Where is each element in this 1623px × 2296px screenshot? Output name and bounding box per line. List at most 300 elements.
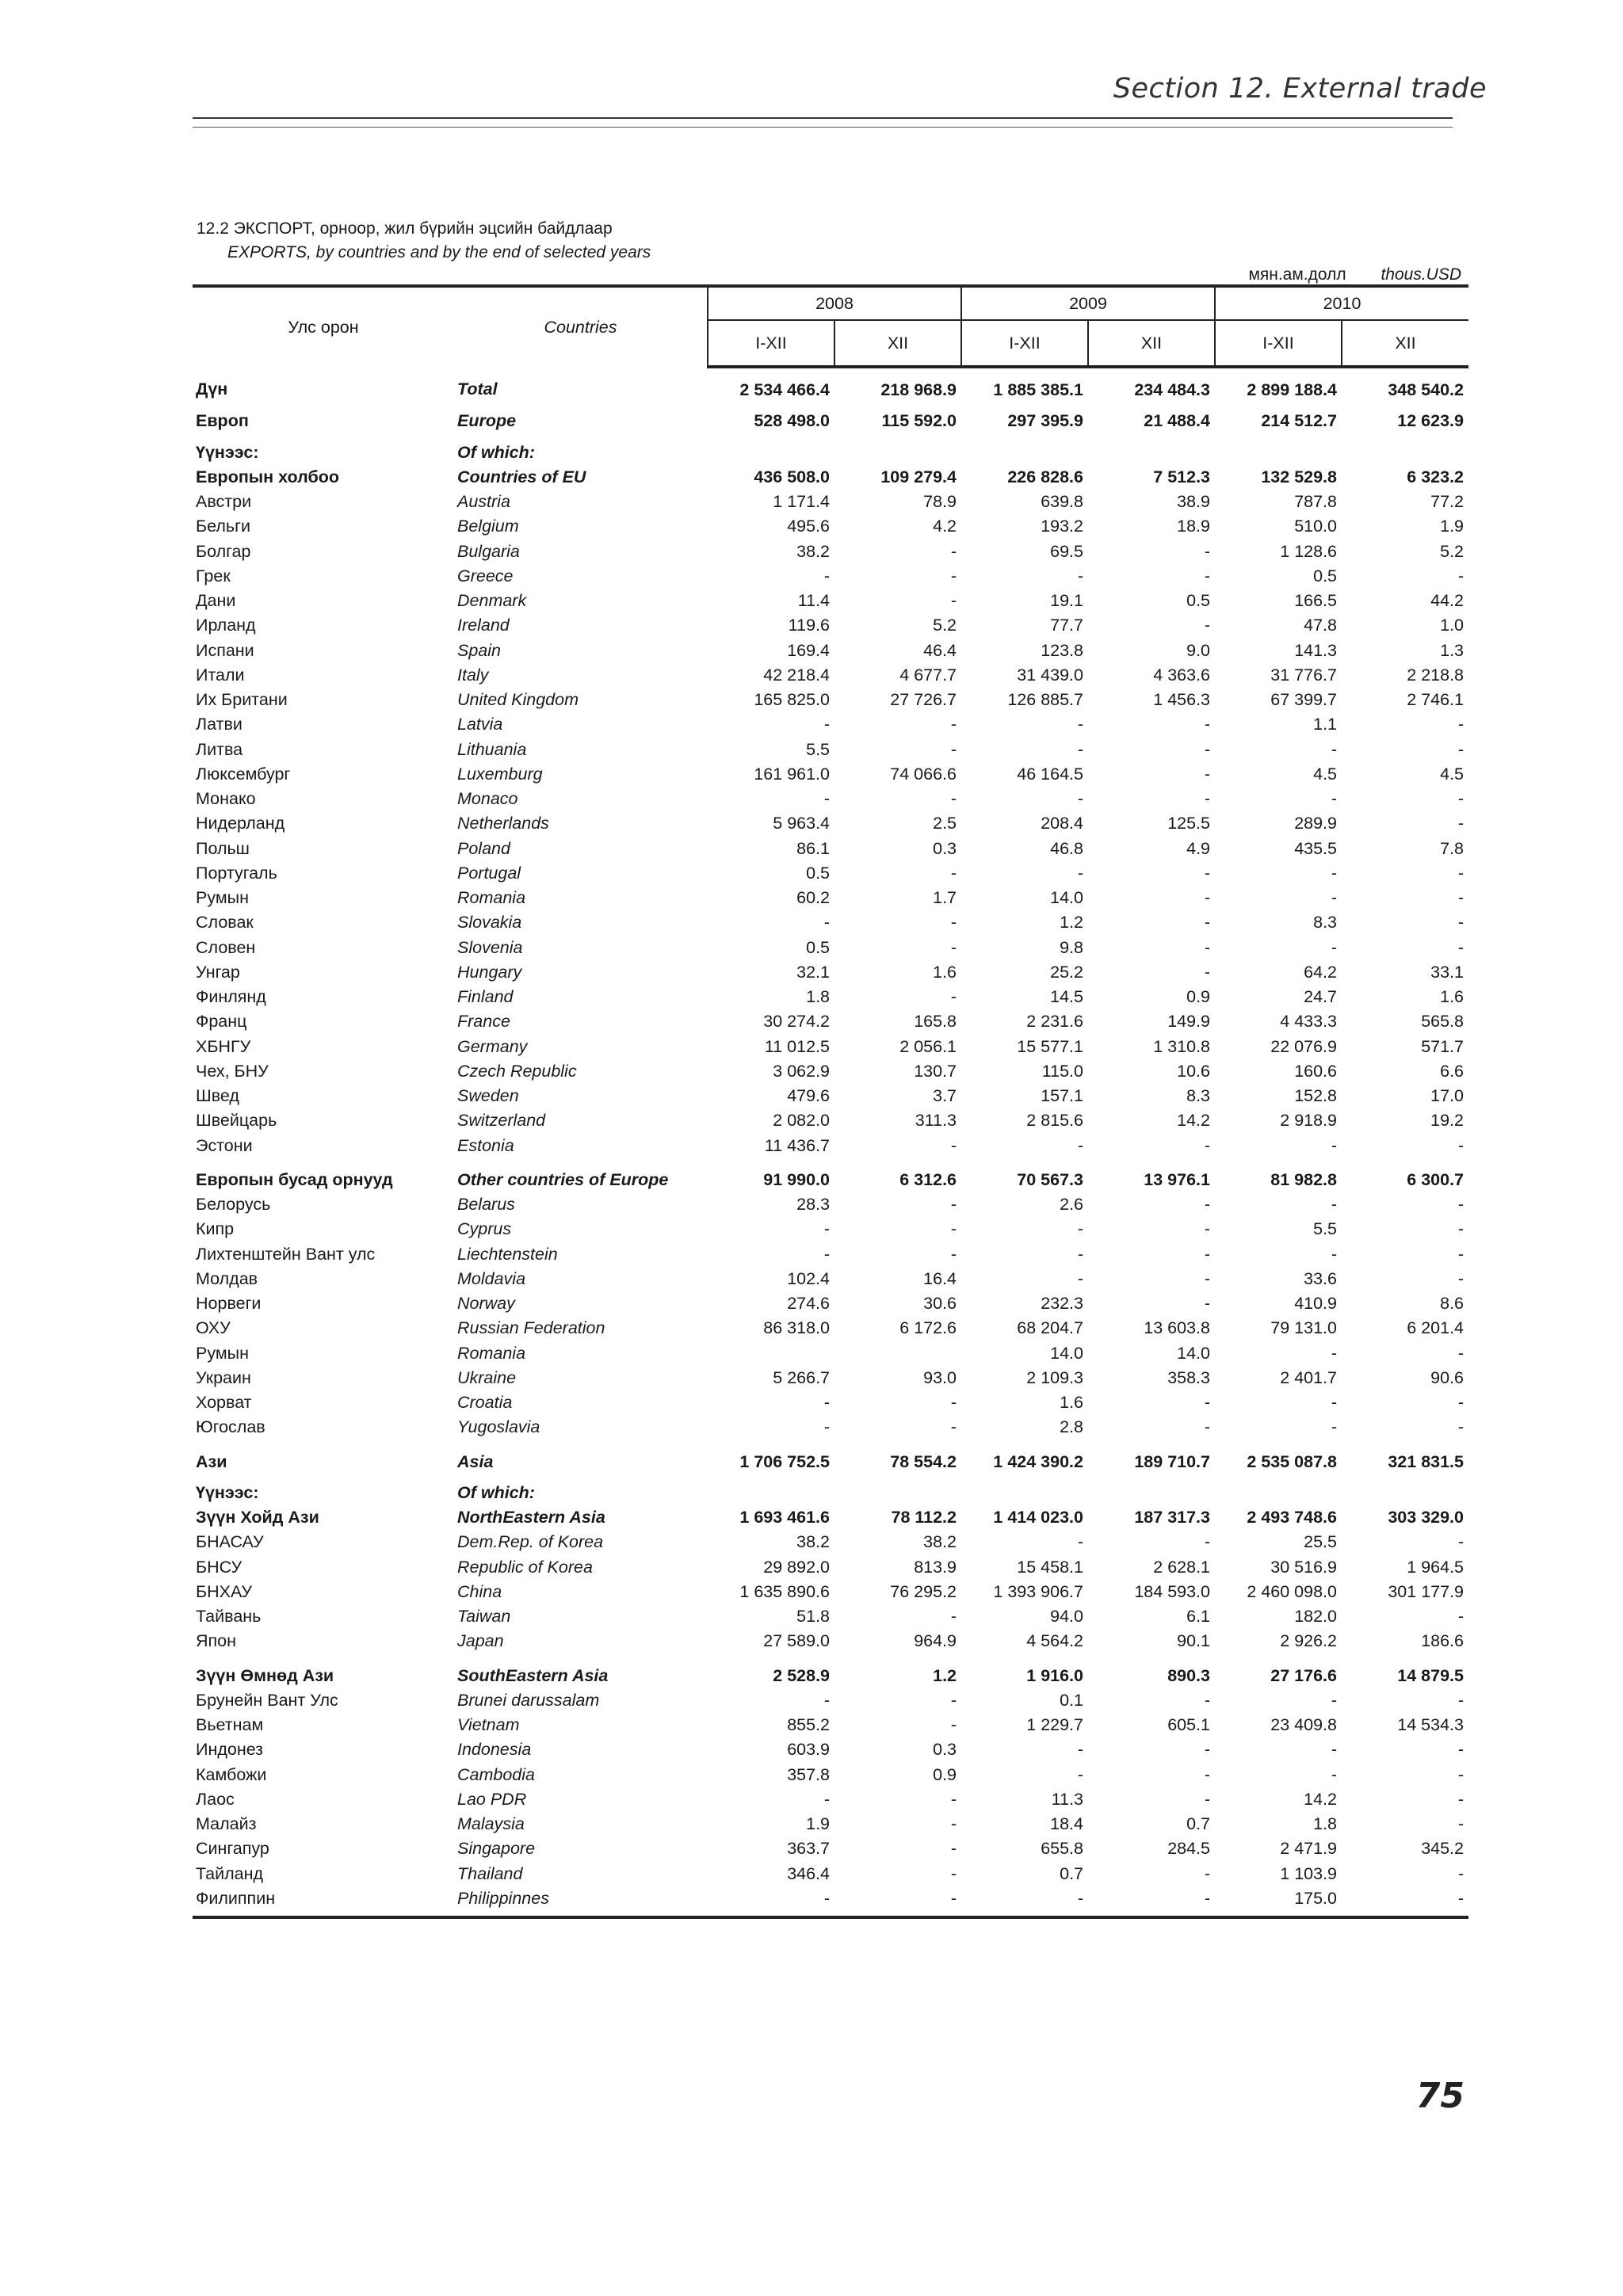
value-cell: 234 484.3 — [1134, 380, 1210, 400]
value-cell: 78 112.2 — [891, 1508, 957, 1527]
value-cell: 289.9 — [1294, 814, 1337, 833]
country-name-en: Dem.Rep. of Korea — [457, 1532, 604, 1552]
country-name-mn: Брунейн Вант Улс — [196, 1690, 338, 1710]
value-cell: 603.9 — [787, 1740, 830, 1760]
value-cell: - — [708, 1886, 834, 1917]
value-cell: - — [823, 566, 830, 585]
period-header: I-XII — [708, 320, 834, 367]
value-cell: 1.6 — [1060, 1393, 1083, 1413]
value-cell: 6 323.2 — [1407, 467, 1464, 486]
table-row — [193, 1763, 1468, 1787]
value-cell: 125.5 — [1167, 814, 1210, 833]
country-name-en: Czech Republic — [457, 1061, 577, 1081]
value-cell: 86 318.0 — [763, 1318, 830, 1338]
value-cell: 435.5 — [1294, 838, 1337, 858]
country-name-mn: Латви — [196, 715, 242, 734]
country-name-en: Sweden — [457, 1086, 519, 1106]
value-cell: 38.2 — [796, 1532, 830, 1552]
value-cell: 46 164.5 — [1017, 764, 1083, 784]
country-name-mn: Малайз — [196, 1814, 257, 1834]
country-name-en: Of which: — [457, 442, 535, 462]
value-cell: 17.0 — [1430, 1086, 1464, 1106]
country-name-en: Lithuania — [457, 739, 527, 759]
value-cell: 3.7 — [933, 1086, 957, 1106]
country-name-en: Slovakia — [457, 913, 522, 933]
country-name-mn: Эстони — [196, 1135, 253, 1155]
value-cell: 10.6 — [1177, 1061, 1210, 1081]
value-cell: 1 103.9 — [1280, 1863, 1337, 1883]
value-cell: 5.2 — [933, 616, 957, 635]
value-cell: 9.8 — [1060, 937, 1083, 957]
value-cell: - — [1077, 739, 1083, 759]
value-cell: - — [1457, 1740, 1464, 1760]
value-cell: 2 401.7 — [1280, 1367, 1337, 1387]
table-row — [193, 1267, 1468, 1291]
value-cell: 31 776.7 — [1270, 665, 1337, 685]
table-row — [193, 960, 1468, 985]
table-row — [193, 1812, 1468, 1836]
value-cell: 2 082.0 — [773, 1111, 830, 1131]
value-cell: 67 399.7 — [1270, 690, 1337, 710]
table-row — [193, 712, 1468, 737]
value-cell: - — [1077, 715, 1083, 734]
value-cell: - — [1204, 888, 1210, 908]
value-cell: 2 535 087.8 — [1247, 1451, 1337, 1471]
value-cell: 157.1 — [1041, 1086, 1083, 1106]
country-name-en: Thailand — [457, 1863, 523, 1883]
value-cell: 2.5 — [933, 814, 957, 833]
value-cell: - — [1077, 1740, 1083, 1760]
table-row — [193, 1654, 1468, 1688]
table-row — [193, 639, 1468, 663]
country-name-en: Romania — [457, 1343, 526, 1363]
value-cell: - — [1457, 739, 1464, 759]
value-cell: 13 976.1 — [1144, 1169, 1210, 1189]
value-cell: 2 109.3 — [1026, 1367, 1083, 1387]
value-cell: 30.6 — [923, 1294, 957, 1314]
country-name-mn: БНХАУ — [196, 1581, 253, 1601]
country-name-en: Hungary — [457, 962, 522, 982]
value-cell: - — [950, 715, 957, 734]
value-cell: 130.7 — [914, 1061, 957, 1081]
value-cell: 4 677.7 — [899, 665, 957, 685]
table-row — [193, 910, 1468, 935]
value-cell: 1 693 461.6 — [739, 1508, 830, 1527]
value-cell: - — [1457, 863, 1464, 883]
value-cell: - — [1457, 1393, 1464, 1413]
value-cell: 0.7 — [1186, 1814, 1210, 1834]
country-name-mn: ОХУ — [196, 1318, 231, 1338]
value-cell: 4 363.6 — [1153, 665, 1210, 685]
value-cell: 565.8 — [1421, 1012, 1464, 1032]
value-cell: 284.5 — [1167, 1839, 1210, 1859]
value-cell — [834, 1474, 961, 1505]
value-cell: 301 177.9 — [1388, 1581, 1464, 1601]
value-cell: - — [1331, 888, 1337, 908]
country-name-en: Malaysia — [457, 1814, 525, 1834]
table-row — [193, 1291, 1468, 1316]
value-cell: 436 508.0 — [754, 467, 830, 486]
value-cell: - — [1204, 764, 1210, 784]
value-cell: 152.8 — [1294, 1086, 1337, 1106]
value-cell: - — [1331, 789, 1337, 809]
value-cell: - — [1204, 1244, 1210, 1264]
value-cell: 119.6 — [788, 616, 830, 635]
table-row — [193, 402, 1468, 433]
country-name-en: Liechtenstein — [457, 1244, 558, 1264]
value-cell: 1.3 — [1440, 640, 1464, 660]
country-name-mn: Үүнээс: — [196, 442, 259, 462]
value-cell: - — [1204, 1393, 1210, 1413]
value-cell: - — [823, 1219, 830, 1239]
value-cell: - — [823, 1417, 830, 1437]
country-name-mn: Швед — [196, 1086, 239, 1106]
value-cell: 187 317.3 — [1134, 1508, 1210, 1527]
country-name-en: Other countries of Europe — [457, 1169, 669, 1189]
value-cell: 0.5 — [806, 863, 830, 883]
value-cell: - — [950, 913, 957, 933]
value-cell: 14 534.3 — [1397, 1715, 1464, 1735]
table-row — [193, 540, 1468, 564]
value-cell: 6 172.6 — [899, 1318, 957, 1338]
value-cell: - — [1457, 888, 1464, 908]
country-name-en: Cyprus — [457, 1219, 512, 1239]
value-cell: - — [834, 1886, 961, 1917]
value-cell: 25.5 — [1304, 1532, 1337, 1552]
value-cell: 4.9 — [1186, 838, 1210, 858]
value-cell: - — [950, 541, 957, 561]
value-cell: 2.8 — [1060, 1417, 1083, 1437]
value-cell: 165 825.0 — [754, 690, 830, 710]
country-name-en: Croatia — [457, 1393, 513, 1413]
value-cell: 22 076.9 — [1270, 1036, 1337, 1056]
value-cell: - — [1457, 1863, 1464, 1883]
value-cell: - — [950, 1814, 957, 1834]
country-name-en: Romania — [457, 888, 526, 908]
value-cell: - — [1204, 1690, 1210, 1710]
value-cell: - — [1204, 1740, 1210, 1760]
value-cell: 46.8 — [1050, 838, 1083, 858]
value-cell — [961, 1474, 1088, 1505]
value-cell: 11.4 — [797, 591, 830, 611]
value-cell: - — [1204, 1863, 1210, 1883]
value-cell: - — [1457, 1814, 1464, 1834]
table-row — [193, 1604, 1468, 1629]
value-cell: 964.9 — [914, 1631, 957, 1651]
value-cell: 8.6 — [1440, 1294, 1464, 1314]
value-cell: 1.8 — [806, 987, 830, 1007]
value-cell: 3 062.9 — [773, 1061, 830, 1081]
value-cell: 2 746.1 — [1407, 690, 1464, 710]
value-cell: 182.0 — [1294, 1607, 1337, 1627]
value-cell: 4.2 — [933, 517, 957, 536]
country-name-mn: Люксембург — [196, 764, 291, 784]
country-name-en: Latvia — [457, 715, 503, 734]
value-cell: 23 409.8 — [1270, 1715, 1337, 1735]
country-name-en: Asia — [457, 1451, 494, 1471]
country-name-en: Of which: — [457, 1482, 535, 1502]
value-cell: 42 218.4 — [763, 665, 830, 685]
value-cell: 27 589.0 — [763, 1631, 830, 1651]
country-name-mn: Европын бусад орнууд — [196, 1169, 393, 1189]
value-cell: - — [1331, 937, 1337, 957]
value-cell — [1342, 434, 1468, 465]
value-cell: 18.9 — [1177, 517, 1210, 536]
value-cell: - — [1204, 541, 1210, 561]
value-cell: - — [1331, 1393, 1337, 1413]
value-cell: 4 564.2 — [1026, 1631, 1083, 1651]
country-name-en: Germany — [457, 1036, 528, 1056]
value-cell: 1 310.8 — [1153, 1036, 1210, 1056]
value-cell: - — [950, 1135, 957, 1155]
value-cell: 1.9 — [1440, 517, 1464, 536]
country-name-en: Belgium — [457, 517, 519, 536]
value-cell: 2 528.9 — [773, 1665, 830, 1685]
value-cell: 14.0 — [1050, 1343, 1083, 1363]
table-caption-en: EXPORTS, by countries and by the end of selected years — [227, 243, 651, 261]
table-row — [193, 564, 1468, 589]
section-title: Section 12. External trade — [1113, 73, 1487, 105]
value-cell: - — [1331, 1690, 1337, 1710]
value-cell: 78.9 — [923, 492, 957, 512]
table-row — [193, 886, 1468, 910]
value-cell: 165.8 — [914, 1012, 957, 1032]
country-name-mn: Тайвань — [196, 1607, 262, 1627]
value-cell: 47.8 — [1304, 616, 1337, 635]
value-cell: 38.9 — [1177, 492, 1210, 512]
value-cell: - — [1331, 1135, 1337, 1155]
country-name-en: Europe — [457, 411, 517, 431]
country-name-en: Philippinnes — [454, 1886, 708, 1917]
value-cell: 11.3 — [1051, 1789, 1083, 1809]
value-cell: - — [1077, 863, 1083, 883]
value-cell: 2 231.6 — [1026, 1012, 1083, 1032]
value-cell: 7.8 — [1440, 838, 1464, 858]
table-row — [193, 613, 1468, 638]
value-cell: 33.6 — [1304, 1268, 1337, 1288]
value-cell: 2 493 748.6 — [1247, 1508, 1337, 1527]
country-name-en: Indonesia — [457, 1740, 532, 1760]
value-cell: - — [1457, 566, 1464, 585]
value-cell: - — [950, 1789, 957, 1809]
value-cell: 6.1 — [1186, 1607, 1210, 1627]
value-cell: 102.4 — [787, 1268, 830, 1288]
value-cell: - — [1457, 1135, 1464, 1155]
value-cell: - — [823, 1690, 830, 1710]
country-name-en: Portugal — [457, 863, 521, 883]
country-name-mn: Швейцарь — [196, 1111, 277, 1131]
value-cell: - — [1457, 1417, 1464, 1437]
value-cell: 15 458.1 — [1017, 1557, 1083, 1577]
country-name-mn: Дани — [196, 591, 236, 611]
country-name-en: Belarus — [457, 1195, 515, 1215]
value-cell: - — [1331, 739, 1337, 759]
country-name-mn: Унгар — [196, 962, 240, 982]
value-cell: 28.3 — [796, 1195, 830, 1215]
country-name-mn: Дүн — [196, 379, 228, 399]
country-name-en: Cambodia — [457, 1764, 535, 1784]
value-cell: 44.2 — [1430, 591, 1464, 611]
value-cell: 184 593.0 — [1134, 1581, 1210, 1601]
value-cell: 77.2 — [1430, 492, 1464, 512]
country-name-mn: Тайланд — [196, 1863, 264, 1883]
value-cell: 9.0 — [1186, 640, 1210, 660]
value-cell: - — [950, 937, 957, 957]
value-cell: - — [950, 863, 957, 883]
header-rule-thin — [193, 127, 1453, 128]
value-cell: - — [1342, 1886, 1468, 1917]
country-name-en: Yugoslavia — [457, 1417, 540, 1437]
units-label — [1248, 265, 1461, 284]
value-cell: 4.5 — [1313, 764, 1337, 784]
value-cell: 479.6 — [787, 1086, 830, 1106]
value-cell: - — [1457, 937, 1464, 957]
value-cell: 14 879.5 — [1397, 1665, 1464, 1685]
value-cell: - — [1457, 1789, 1464, 1809]
value-cell: 0.3 — [933, 1740, 957, 1760]
country-name-en: Singapore — [457, 1839, 536, 1859]
value-cell: 813.9 — [914, 1557, 957, 1577]
value-cell: 141.3 — [1294, 640, 1337, 660]
value-cell: - — [1204, 1219, 1210, 1239]
country-name-mn: Ази — [196, 1451, 227, 1471]
country-name-en: Republic of Korea — [457, 1557, 593, 1577]
value-cell: 1 393 906.7 — [993, 1581, 1083, 1601]
value-cell: 11 012.5 — [764, 1036, 830, 1056]
column-header-mn: Улс орон — [193, 286, 454, 367]
value-cell: - — [1077, 1532, 1083, 1552]
table-row — [193, 434, 1468, 465]
value-cell — [708, 1341, 834, 1366]
table-row — [193, 738, 1468, 762]
country-name-en: Vietnam — [457, 1715, 520, 1735]
value-cell: 1.8 — [1313, 1814, 1337, 1834]
country-name-mn: Европ — [196, 411, 249, 431]
value-cell: 311.3 — [915, 1111, 957, 1131]
value-cell: 2 815.6 — [1026, 1111, 1083, 1131]
table-row — [193, 1242, 1468, 1267]
value-cell: 2.6 — [1060, 1195, 1083, 1215]
value-cell: 68 204.7 — [1017, 1318, 1083, 1338]
country-name-mn: Молдав — [196, 1268, 258, 1288]
country-name-en: Total — [457, 379, 498, 399]
country-name-en: Lao PDR — [457, 1789, 527, 1809]
value-cell: 2 471.9 — [1280, 1839, 1337, 1859]
value-cell — [1342, 1474, 1468, 1505]
value-cell: 8.3 — [1313, 913, 1337, 933]
value-cell: - — [950, 1607, 957, 1627]
country-name-en: France — [457, 1012, 510, 1032]
value-cell: 91 990.0 — [763, 1169, 830, 1189]
header-rule — [193, 117, 1453, 119]
value-cell: 5.5 — [1313, 1219, 1337, 1239]
table-row — [193, 1580, 1468, 1604]
value-cell: 90.6 — [1430, 1367, 1464, 1387]
value-cell: 208.4 — [1041, 814, 1083, 833]
year-header: 2009 — [961, 286, 1215, 320]
value-cell: 86.1 — [796, 838, 830, 858]
value-cell: 21 488.4 — [1144, 411, 1210, 431]
value-cell: 38.2 — [796, 541, 830, 561]
value-cell: 175.0 — [1215, 1886, 1342, 1917]
value-cell: - — [1204, 1417, 1210, 1437]
value-cell: 1 414 023.0 — [993, 1508, 1083, 1527]
table-row — [193, 1530, 1468, 1554]
table-row — [193, 811, 1468, 836]
value-cell: 0.9 — [933, 1764, 957, 1784]
value-cell: - — [1204, 739, 1210, 759]
value-cell: 115 592.0 — [881, 411, 957, 431]
value-cell: 126 885.7 — [1007, 690, 1083, 710]
country-name-en: Finland — [457, 987, 514, 1007]
value-cell: - — [1457, 1607, 1464, 1627]
value-cell: 2 056.1 — [899, 1036, 957, 1056]
value-cell: 6 312.6 — [899, 1169, 957, 1189]
value-cell: 12 623.9 — [1397, 411, 1464, 431]
table-row — [193, 1787, 1468, 1812]
value-cell: 2 628.1 — [1153, 1557, 1210, 1577]
country-name-en: Switzerland — [457, 1111, 546, 1131]
value-cell: 2 218.8 — [1407, 665, 1464, 685]
table-row — [193, 1505, 1468, 1530]
value-cell: 0.3 — [933, 838, 957, 858]
value-cell: 1.6 — [1440, 987, 1464, 1007]
value-cell: 639.8 — [1041, 492, 1083, 512]
value-cell: 0.5 — [1313, 566, 1337, 585]
value-cell: 348 540.2 — [1388, 380, 1464, 400]
value-cell: 0.9 — [1186, 987, 1210, 1007]
value-cell: 5 963.4 — [773, 814, 830, 833]
table-row — [193, 1440, 1468, 1474]
value-cell: 0.5 — [806, 937, 830, 957]
country-name-en: Ireland — [457, 616, 510, 635]
table-row — [193, 1316, 1468, 1341]
value-cell: 1.7 — [933, 888, 957, 908]
country-name-mn: Ирланд — [196, 616, 256, 635]
value-cell: - — [950, 1195, 957, 1215]
value-cell: - — [1204, 1268, 1210, 1288]
table-row — [193, 688, 1468, 712]
value-cell: 33.1 — [1430, 962, 1464, 982]
value-cell: 31 439.0 — [1017, 665, 1083, 685]
value-cell: 1 885 385.1 — [993, 380, 1083, 400]
country-name-mn: ХБНГУ — [196, 1036, 251, 1056]
value-cell: - — [950, 739, 957, 759]
value-cell — [834, 434, 961, 465]
country-name-en: Spain — [457, 640, 501, 660]
value-cell: 94.0 — [1050, 1607, 1083, 1627]
value-cell: 14.0 — [1050, 888, 1083, 908]
country-name-mn: Их Британи — [196, 690, 288, 710]
table-row — [193, 1158, 1468, 1192]
value-cell: 2 899 188.4 — [1247, 380, 1337, 400]
value-cell — [1215, 434, 1342, 465]
country-name-en: Ukraine — [457, 1367, 517, 1387]
value-cell: 11 436.7 — [764, 1135, 830, 1155]
period-header: I-XII — [1215, 320, 1342, 367]
value-cell: - — [950, 1417, 957, 1437]
table-row — [193, 1217, 1468, 1241]
table-row — [193, 936, 1468, 960]
value-cell: - — [1077, 1268, 1083, 1288]
country-name-mn: Румын — [196, 888, 249, 908]
value-cell: - — [1077, 1244, 1083, 1264]
country-name-en: Russian Federation — [457, 1318, 605, 1338]
country-name-mn: Австри — [196, 492, 252, 512]
value-cell: 161 961.0 — [754, 764, 830, 784]
value-cell: - — [950, 1393, 957, 1413]
value-cell: 14.0 — [1177, 1343, 1210, 1363]
